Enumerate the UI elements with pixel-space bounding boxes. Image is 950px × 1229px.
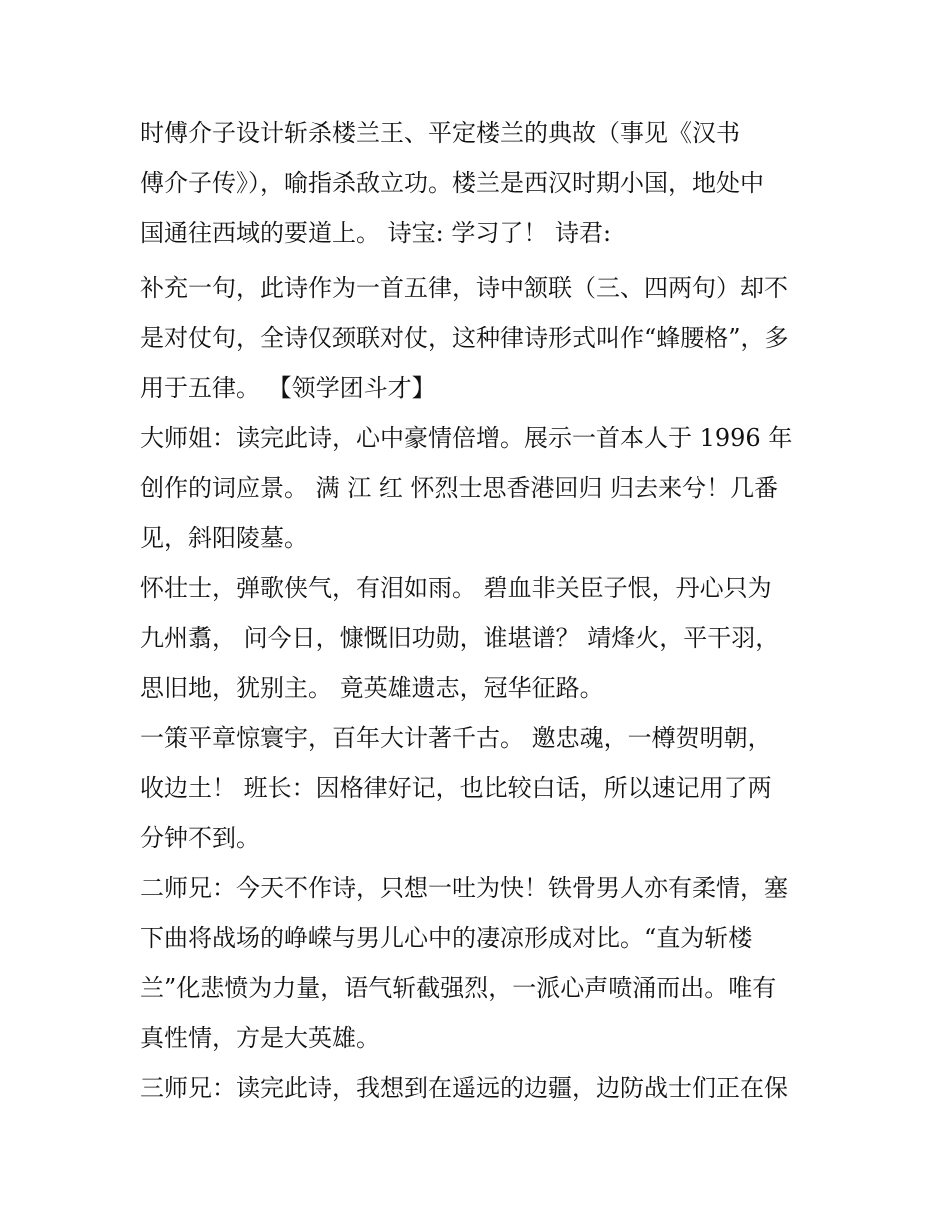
text-line: 时傅介子设计斩杀楼兰王、平定楼兰的典故（事见《汉书: [140, 119, 740, 147]
text-line: 怀壮士，弹歌侠气，有泪如雨。 碧血非关臣子恨，丹心只为: [140, 574, 772, 602]
text-line: 是对仗句，全诗仅颈联对仗，这种律诗形式叫作“蜂腰格”，多: [140, 324, 789, 352]
text-line: 二师兄：今天不作诗，只想一吐为快！铁骨男人亦有柔情，塞: [140, 874, 788, 902]
text-line: 补充一句，此诗作为一首五律，诗中颔联（三、四两句）却不: [140, 274, 788, 302]
text-line: 九州翥， 问今日，慷慨旧功勋，谁堪谱？ 靖烽火，平干羽，: [140, 624, 780, 652]
document-body-text: [140, 108, 820, 1113]
text-line: 国通往西域的要道上。 诗宝: 学习了！ 诗君:: [140, 219, 612, 247]
text-line: 三师兄：读完此诗，我想到在遥远的边疆，边防战士们正在保: [140, 1074, 788, 1102]
text-line: 真性情，方是大英雄。: [140, 1024, 380, 1052]
text-line: 分钟不到。: [140, 824, 260, 852]
text-line: 思旧地，犹别主。 竟英雄遗志，冠华征路。: [140, 674, 604, 702]
text-line: 见，斜阳陵墓。: [140, 524, 308, 552]
text-line: 大师姐：读完此诗，心中豪情倍增。展示一首本人于 1996 年: [140, 424, 793, 452]
text-line: 创作的词应景。 满 江 红 怀烈士思香港回归 归去来兮！几番: [140, 474, 779, 502]
text-line: 一策平章惊寰宇，百年大计著千古。 邀忠魂，一樽贺明朝，: [140, 724, 772, 752]
text-line: 傅介子传》），喻指杀敌立功。楼兰是西汉时期小国，地处中: [140, 169, 764, 197]
text-line: 收边土！ 班长：因格律好记，也比较白话，所以速记用了两: [140, 774, 772, 802]
text-line: 用于五律。 【领学团斗才】: [140, 374, 436, 402]
text-line: 下曲将战场的峥嵘与男儿心中的凄凉形成对比。“直为斩楼: [140, 924, 753, 952]
text-line: 兰”化悲愤为力量，语气斩截强烈，一派心声喷涌而出。唯有: [140, 974, 777, 1002]
